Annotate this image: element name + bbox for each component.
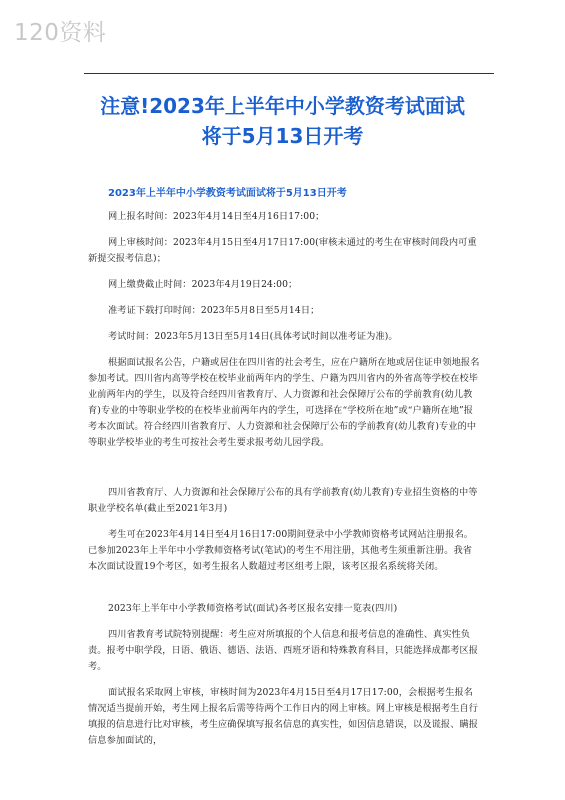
page-title xyxy=(60,91,505,151)
title-line-2: 将于5月13日开考 xyxy=(201,124,364,148)
paragraph-review-time: 网上审核时间：2023年4月15日至4月17日17:00(审核未通过的考生在审核时间段内可重新提交报考信息)； xyxy=(88,237,477,264)
paragraph-registration-time: 网上报名时间：2023年4月14日至4月16日17:00； xyxy=(108,211,325,222)
paragraph-online-review: 面试报名采取网上审核，审核时间为2023年4月15日至4月17日17:00，会根据考生报名情况适当提前开始，考生网上报名后需等待两个工作日内的网上审核。网上审核是根据考生自行填报的信息进行比对审核，考生应确保填写报名信息的真实性，如因信息错误，以及谎报、瞒报信息参加面试的， xyxy=(88,687,479,746)
title-line-1: 注意!2023年上半年中小学教资考试面试 xyxy=(100,94,465,118)
paragraph-admission-ticket: 准考证下载打印时间：2023年5月8日至5月14日； xyxy=(108,305,320,316)
paragraph-eligibility: 根据面试报名公告，户籍或居住在四川省的社会考生，应在户籍所在地或居住证申领地报名参加考试。四川省内高等学校在校毕业前两年内的学生、户籍为四川省内的外省高等学校在校毕业前两年内的学生，以及符合经四川省教育厅、人力资源和社会保障厅公布的学前教育(幼儿教育)专业的中等职业学校的在校毕业前两年内的学生，可选择在“学校所在地”或“户籍所在地”报考本次面试。符合经四川省教育厅、人力资源和社会保障厅公布的学前教育(幼儿教育)专业的中等职业学校毕业的考生可按社会考生要求报考幼儿园学段。 xyxy=(88,357,480,448)
paragraph-online-registration: 考生可在2023年4月14日至4月16日17:00期间登录中小学教师资格考试网站注册报名。已参加2023年上半年中小学教师资格考试(笔试)的考生不用注册，其他考生须重新注册。我省本次面试设置19个考区，如考生报名人数超过考区组考上限，该考区报名系统将关闭。 xyxy=(88,529,474,572)
paragraph-school-list: 四川省教育厅、人力资源和社会保障厅公布的具有学前教育(幼儿教育)专业招生资格的中等职业学校名单(截止至2021年3月) xyxy=(88,487,478,514)
paragraph-exam-time: 考试时间：2023年5月13日至5月14日(具体考试时间以准考证为准)。 xyxy=(108,331,398,342)
paragraph-district-schedule: 2023年上半年中小学教师资格考试(面试)各考区报名安排一览表(四川) xyxy=(108,603,398,614)
article-subtitle: 2023年上半年中小学教资考试面试将于5月13日开考 xyxy=(108,188,347,199)
header-divider xyxy=(84,73,494,74)
watermark-logo: 120资料 xyxy=(14,20,107,46)
paragraph-special-reminder: 四川省教育考试院特别提醒：考生应对所填报的个人信息和报考信息的准确性、真实性负责。报考中职学段，日语、俄语、德语、法语、西班牙语和特殊教育科目，只能选择成都考区报考。 xyxy=(88,629,479,672)
paragraph-payment-deadline: 网上缴费截止时间：2023年4月19日24:00； xyxy=(108,279,298,290)
